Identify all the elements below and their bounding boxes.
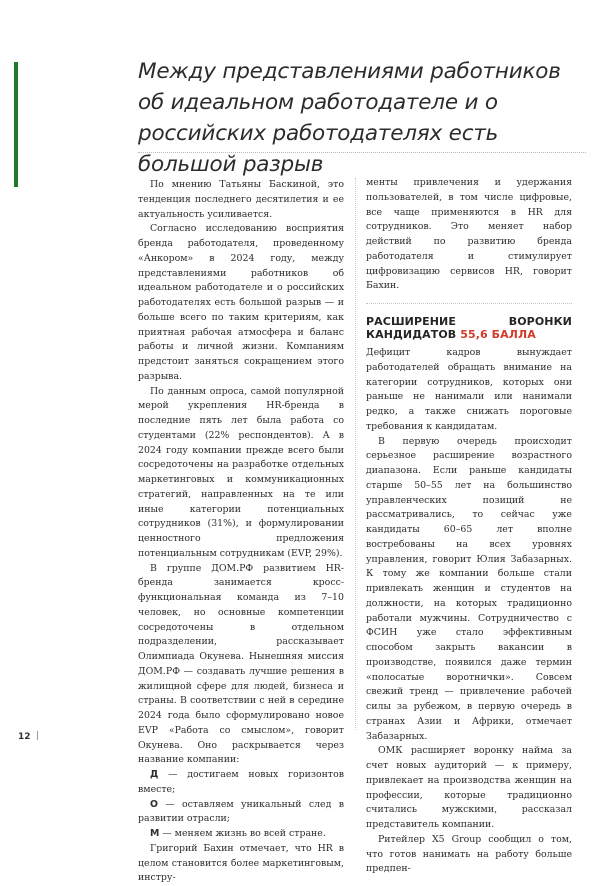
- page-number: 12: [18, 732, 31, 742]
- acronym-letter: М: [150, 828, 160, 839]
- body-paragraph: Согласно исследованию восприятия бренда работодателя, проведенному «Анкором» в 2024 году, между представлениями работников об идеальном работодателе и о российских работодателях есть большой разрыв — и больше всего по таким критериям, как приятная рабочая атмосфера и баланс работы и личной жизни. Компаниям предстоит заняться сокращением этого разрыва.: [138, 223, 344, 382]
- accent-bar: [14, 62, 18, 187]
- article-headline: Между представлениями работников об идеальном работодателе и о российских работодателях есть большой разрыв: [138, 59, 561, 177]
- body-paragraph: В первую очередь происходит серьезное расширение возрастного диапазона. Если раньше кандидаты старше 50–55 лет на большинство управленческих позиций не рассматривались, то сейчас уже кандидаты 60–65 лет вполне востребованы на всех уровнях управления, говорит Юлия Забазарных. К тому же компании больше стали привлекать женщин и студентов на должности, на которых традиционно работали мужчины. Сотрудничество с ФСИН уже стало эффективным способом закрыть вакансии в производстве, появился даже термин «полосатые воротнички». Совсем свежий тренд — привлечение рабочей силы за рубежом, в первую очередь в странах Азии и Африки, отмечает Забазарных.: [366, 435, 572, 742]
- body-paragraph: Дефицит кадров вынуждает работодателей обращать внимание на категории сотрудников, которых они раньше не нанимали или нанимали редко, а также снижать пороговые требования к кандидатам.: [366, 347, 572, 432]
- right-column: [366, 176, 572, 877]
- footer-separator: [37, 731, 38, 740]
- body-paragraph: менты привлечения и удержания пользователей, в том числе цифровые, все чаще применяются в HR для сотрудников. Это меняет набор действий по развитию бренда работодателя и стимулирует цифровизацию сервисов HR, говорит Бахин.: [366, 177, 572, 292]
- acronym-text: — оставляем уникальный след в развитии отрасли;: [138, 798, 344, 825]
- section-score: 55,6 БАЛЛА: [460, 328, 536, 341]
- acronym-letter: О: [150, 798, 158, 810]
- body-paragraph: В группе ДОМ.РФ развитием HR-бренда занимается кросс-функциональная команда из 7–10 человек, но основные компетенции сосредоточены в отдельном подразделении, рассказывает Олимпиада Окунева. Нынешняя миссия ДОМ.РФ — создавать лучшие решения в жилищной сфере для людей, бизнеса и страны. В соответствии с ней в середине 2024 года было сформулировано новое EVP «Работа со смыслом», говорит Окунева. Оно раскрывается через название компании:: [138, 562, 344, 766]
- body-paragraph: По мнению Татьяны Баскиной, это тенденция последнего десятилетия и ее актуальность усиливается.: [138, 179, 344, 220]
- body-paragraph: Ритейлер X5 Group сообщил о том, что готов нанимать на работу больше предпен-: [366, 833, 572, 875]
- headline-divider: [138, 152, 586, 153]
- acronym-line: [138, 827, 344, 842]
- body-paragraph: ОМК расширяет воронку найма за счет новых аудиторий — к примеру, привлекает на производства женщин на профессии, которые традиционно считались мужскими, рассказал представитель компании.: [366, 745, 572, 830]
- left-column: [138, 178, 344, 886]
- body-paragraph: По данным опроса, самой популярной мерой укрепления HR-бренда в последние пять лет была работа со студентами (22% респондентов). А в 2024 году компании прежде всего были сосредоточены на разработке отдельных маркетинговых и коммуникационных стратегий, направленных на те или иные категории потенциальных сотрудников (31%), и формулировании ценностного предложения потенциальным сотрудникам (EVP, 29%).: [138, 385, 344, 559]
- section-title: РАСШИРЕНИЕ ВОРОНКИ КАНДИДАТОВ: [366, 315, 572, 341]
- section-heading: [366, 315, 572, 341]
- acronym-letter: Д: [150, 769, 159, 780]
- acronym-line: [138, 768, 344, 798]
- acronym-text: — меняем жизнь во всей стране.: [159, 828, 326, 839]
- column-divider: [355, 178, 356, 730]
- acronym-line: [138, 798, 344, 828]
- section-divider: [366, 303, 572, 304]
- body-paragraph: Григорий Бахин отмечает, что HR в целом становится более маркетинговым, инстру-: [138, 842, 344, 884]
- acronym-text: — достигаем новых горизонтов вместе;: [138, 769, 344, 795]
- page-footer: [18, 731, 38, 742]
